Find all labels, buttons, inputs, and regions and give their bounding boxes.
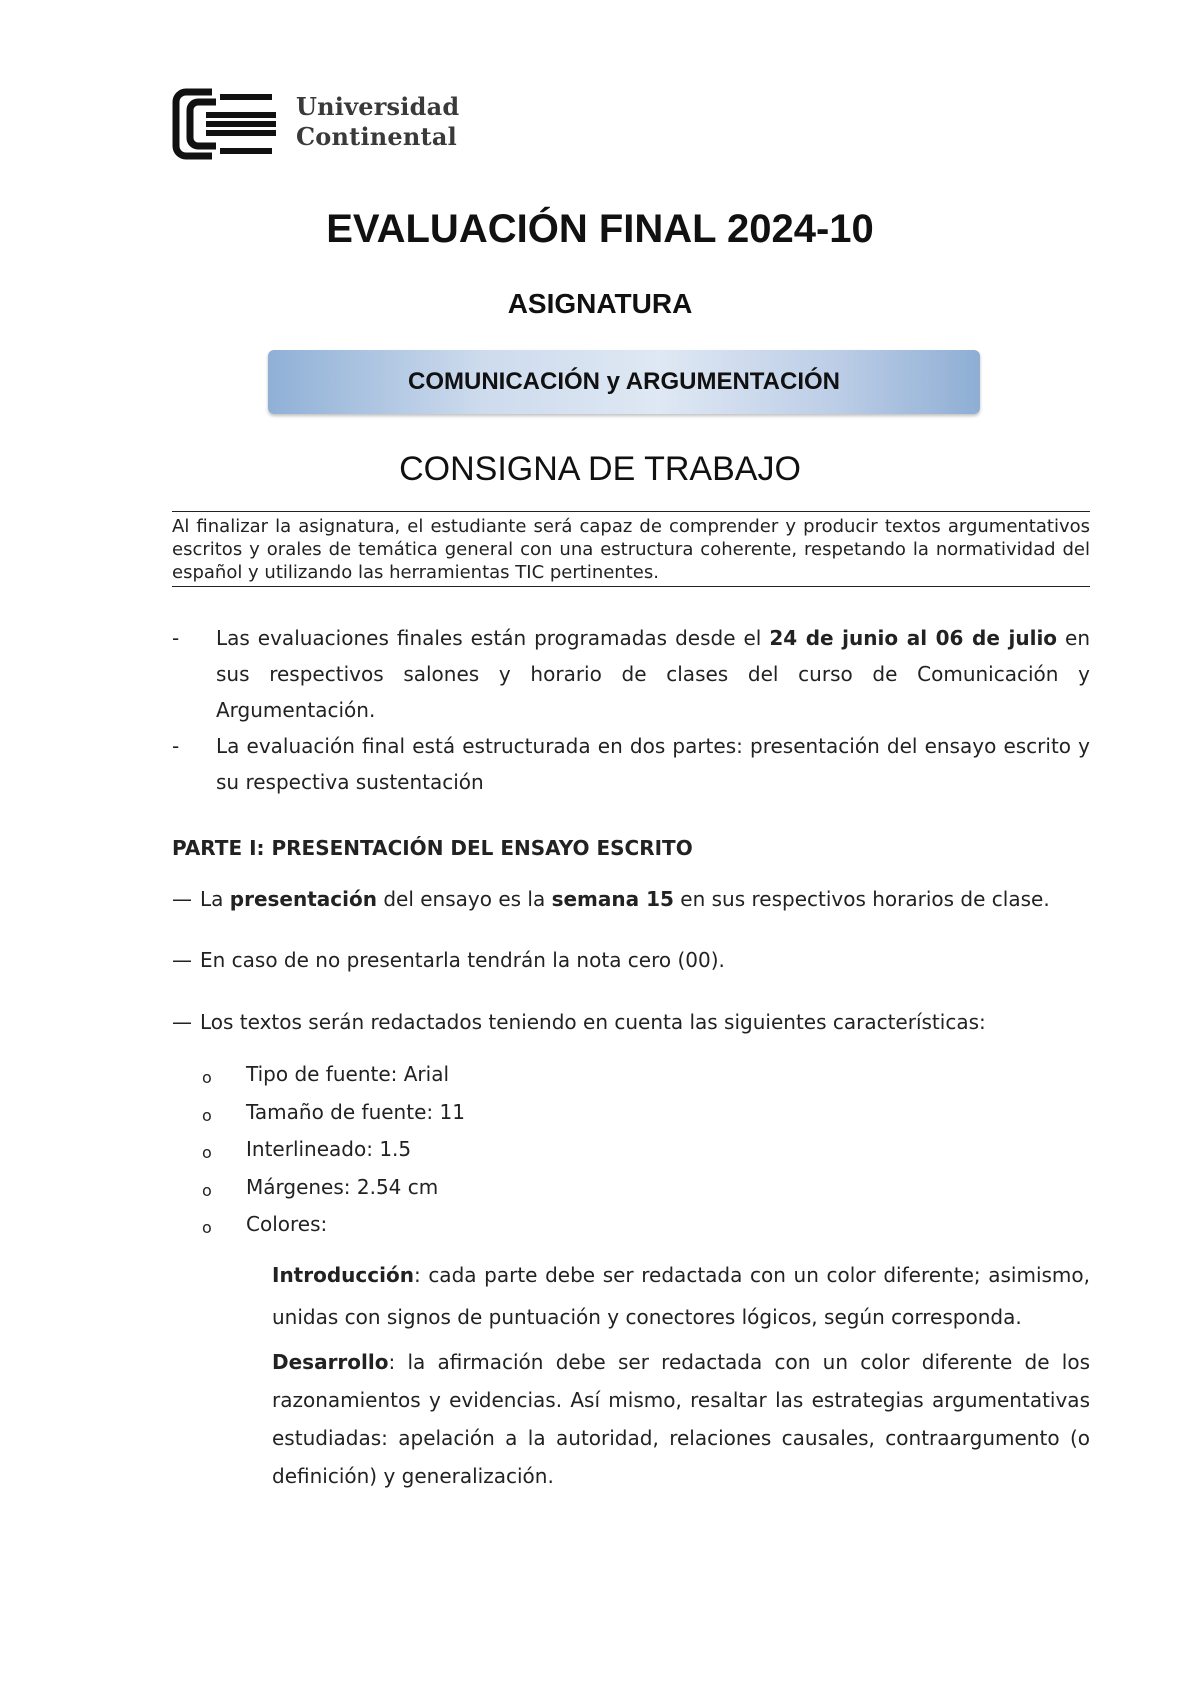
list-item-text: en sus respectivos horarios de clase. xyxy=(673,887,1050,911)
introduccion-paragraph xyxy=(272,1254,1090,1338)
emdash-bullet: — xyxy=(172,1010,192,1034)
list-item-text: La evaluación final está estructurada en dos partes: presentación del ensayo escrito y su respectiva sustentación xyxy=(216,734,1090,794)
subject-banner xyxy=(268,350,980,414)
circle-bullet: o xyxy=(202,1068,212,1087)
page-title: EVALUACIÓN FINAL 2024-10 xyxy=(326,207,874,251)
desarrollo-paragraph xyxy=(272,1343,1090,1495)
desarrollo-text: : la afirmación debe ser redactada con un color diferente de los razonamientos y evidencias. Así mismo, resaltar las estrategias argumentativas estudiadas: apelación a la autoridad, relaciones causales, contraargumento (o definición) y generalización. xyxy=(272,1350,1090,1488)
bold-text: presentación xyxy=(229,887,377,911)
circle-bullet: o xyxy=(202,1143,212,1162)
list-item-text: Interlineado: 1.5 xyxy=(246,1137,412,1161)
list-item-text: Tipo de fuente: Arial xyxy=(246,1062,450,1086)
list-item-text: Las evaluaciones finales están programadas desde el xyxy=(216,626,770,650)
objective-box: Al finalizar la asignatura, el estudiante será capaz de comprender y producir textos argumentativos escritos y orales de temática general con una estructura coherente, respetando la normatividad del español y utilizando las herramientas TIC pertinentes. xyxy=(172,511,1090,587)
continental-logo-icon xyxy=(172,88,284,160)
list-item-text: Los textos serán redactados teniendo en cuenta las siguientes características: xyxy=(200,1010,986,1034)
list-item-text: Colores: xyxy=(246,1212,328,1236)
university-logo xyxy=(172,80,468,170)
emdash-bullet: — xyxy=(172,887,192,911)
list-item xyxy=(172,946,1090,974)
emdash-bullet: — xyxy=(172,948,192,972)
intro-list xyxy=(172,620,1090,800)
dash-bullet: - xyxy=(172,626,180,650)
circle-bullet: o xyxy=(202,1218,212,1237)
list-item-text: Márgenes: 2.54 cm xyxy=(246,1174,439,1199)
list-item xyxy=(172,728,1090,800)
list-item xyxy=(200,1206,465,1244)
list-item xyxy=(172,620,1090,728)
list-item-text: en sus respectivos salones y horario de clases del curso de Comunicación y Argumentación. xyxy=(216,626,1091,722)
section-title: CONSIGNA DE TRABAJO xyxy=(399,450,801,488)
bold-text: semana 15 xyxy=(551,887,674,911)
subject-name: COMUNICACIÓN y ARGUMENTACIÓN xyxy=(408,368,840,395)
list-item xyxy=(200,1169,465,1207)
list-item xyxy=(200,1094,465,1132)
list-item-text: La xyxy=(200,887,230,911)
list-item xyxy=(172,1008,1090,1036)
logo-line2: Continental xyxy=(296,122,457,151)
date-range: 24 de junio al 06 de julio xyxy=(769,626,1058,650)
circle-bullet: o xyxy=(202,1105,212,1125)
subject-label: ASIGNATURA xyxy=(507,288,693,319)
list-item-text: En caso de no presentarla tendrán la nota cero (00). xyxy=(200,948,725,972)
list-item xyxy=(200,1056,465,1094)
list-item xyxy=(172,885,1090,913)
format-requirements-list xyxy=(200,1056,465,1244)
dash-bullet: - xyxy=(172,734,180,758)
circle-bullet: o xyxy=(202,1180,212,1200)
desarrollo-label: Desarrollo xyxy=(272,1350,389,1374)
part1-heading: PARTE I: PRESENTACIÓN DEL ENSAYO ESCRITO xyxy=(172,836,693,860)
logo-line1: Universidad xyxy=(296,92,460,121)
introduccion-text: : cada parte debe ser redactada con un color diferente; asimismo, unidas con signos de puntuación y conectores lógicos, según corresponda. xyxy=(272,1263,1090,1329)
introduccion-label: Introducción xyxy=(272,1263,414,1287)
logo-wordmark xyxy=(296,92,459,152)
list-item-text: del ensayo es la xyxy=(376,887,552,911)
list-item-text: Tamaño de fuente: 11 xyxy=(246,1099,465,1124)
list-item xyxy=(200,1131,465,1169)
